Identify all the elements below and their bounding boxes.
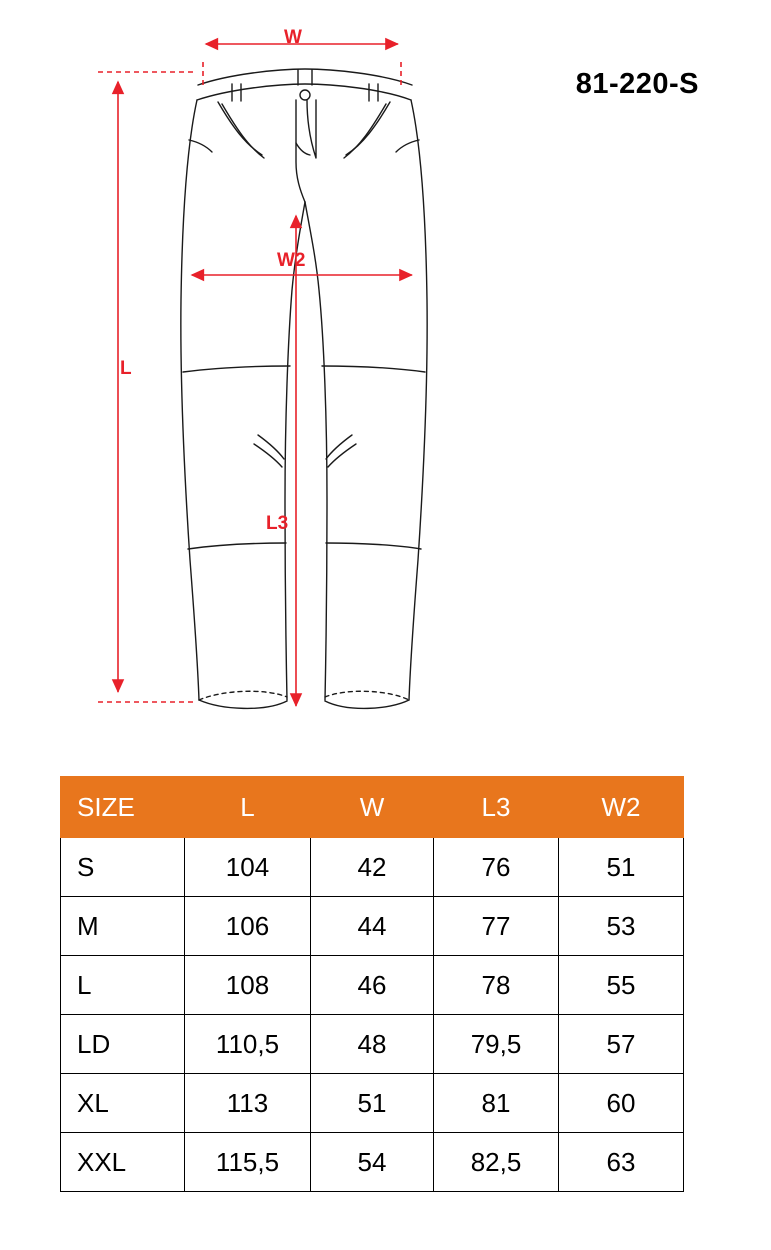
cell-l: 108 [185,956,311,1015]
cell-w2: 63 [559,1133,684,1192]
cell-w: 51 [311,1074,434,1133]
cell-w: 42 [311,838,434,897]
column-header-l: L [185,777,311,838]
column-header-w2: W2 [559,777,684,838]
cell-l: 104 [185,838,311,897]
cell-size: XL [61,1074,185,1133]
cell-l3: 76 [434,838,559,897]
size-table [60,776,684,1192]
cell-l3: 77 [434,897,559,956]
cell-w2: 53 [559,897,684,956]
table-row [61,956,684,1015]
cell-l: 106 [185,897,311,956]
cell-size: L [61,956,185,1015]
product-code: 81-220-S [575,68,699,100]
dimension-label-w2: W2 [277,250,306,271]
dimension-label-l: L [120,358,132,379]
table-row [61,838,684,897]
cell-l: 115,5 [185,1133,311,1192]
cell-w2: 55 [559,956,684,1015]
cell-w: 48 [311,1015,434,1074]
cell-size: LD [61,1015,185,1074]
cell-w2: 60 [559,1074,684,1133]
dimension-label-w: W [284,27,302,48]
cell-l3: 79,5 [434,1015,559,1074]
cell-w: 54 [311,1133,434,1192]
cell-w: 44 [311,897,434,956]
cell-l: 113 [185,1074,311,1133]
table-row [61,897,684,956]
cell-l3: 81 [434,1074,559,1133]
trousers-outline [181,69,427,708]
cell-w2: 57 [559,1015,684,1074]
table-row [61,1074,684,1133]
cell-l: 110,5 [185,1015,311,1074]
column-header-l3: L3 [434,777,559,838]
dimension-lines [98,44,412,706]
cell-size: M [61,897,185,956]
cell-l3: 78 [434,956,559,1015]
cell-w2: 51 [559,838,684,897]
table-row [61,1015,684,1074]
column-header-w: W [311,777,434,838]
cell-size: S [61,838,185,897]
dimension-label-l3: L3 [266,513,289,534]
cell-l3: 82,5 [434,1133,559,1192]
cell-size: XXL [61,1133,185,1192]
column-header-size: SIZE [61,777,185,838]
cell-w: 46 [311,956,434,1015]
size-table-wrapper [60,776,683,1192]
table-row [61,1133,684,1192]
table-header-row [61,777,684,838]
